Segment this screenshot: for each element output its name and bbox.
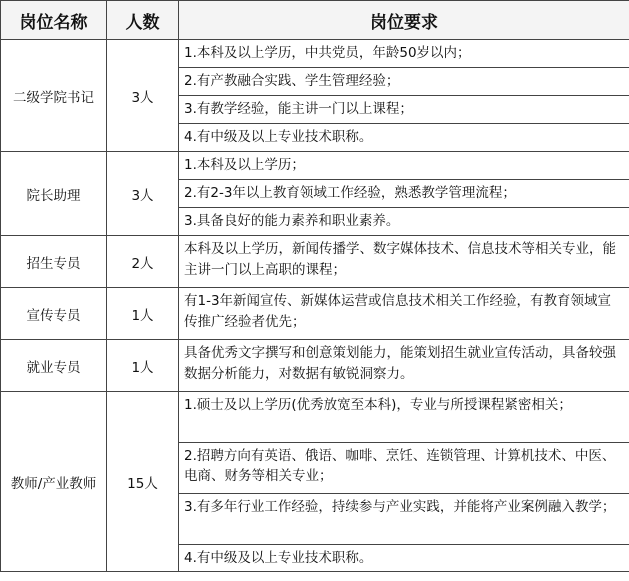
requirement-text: 具备优秀文字撰写和创意策划能力，能策划招生就业宣传活动，具备较强数据分析能力，对数据有敏锐洞察力。 bbox=[184, 345, 616, 382]
table-row bbox=[1, 340, 629, 392]
headcount: 1人 bbox=[107, 288, 179, 340]
requirements-cell bbox=[179, 236, 629, 288]
requirement-line: 3.有多年行业工作经验，持续参与产业实践，并能将产业案例融入教学； bbox=[179, 494, 629, 545]
requirement-line: 2.有2-3年以上教育领域工作经验，熟悉教学管理流程； bbox=[179, 180, 629, 208]
table-row bbox=[1, 40, 629, 152]
requirements-cell bbox=[179, 340, 629, 392]
requirement-line: 4.有中级及以上专业技术职称。 bbox=[184, 129, 373, 145]
header-requirements: 岗位要求 bbox=[179, 1, 629, 40]
headcount: 2人 bbox=[107, 236, 179, 288]
requirement-line: 1.硕士及以上学历(优秀放宽至本科)，专业与所授课程紧密相关； bbox=[179, 392, 629, 443]
requirements-cell bbox=[179, 288, 629, 340]
header-position-name: 岗位名称 bbox=[1, 1, 107, 40]
header-row bbox=[1, 1, 629, 40]
requirement-line: 1.本科及以上学历，中共党员，年龄50岁以内； bbox=[179, 40, 629, 68]
position-name: 院长助理 bbox=[1, 152, 107, 236]
requirement-line: 1.本科及以上学历； bbox=[179, 152, 629, 180]
headcount: 1人 bbox=[107, 340, 179, 392]
requirements-cell bbox=[179, 40, 629, 152]
header-headcount: 人数 bbox=[107, 1, 179, 40]
table-row bbox=[1, 392, 629, 572]
position-name: 宣传专员 bbox=[1, 288, 107, 340]
requirement-text: 本科及以上学历，新闻传播学、数字媒体技术、信息技术等相关专业，能主讲一门以上高职的课程； bbox=[184, 241, 616, 278]
headcount: 3人 bbox=[107, 152, 179, 236]
position-name: 教师/产业教师 bbox=[1, 392, 107, 572]
requirements-cell bbox=[179, 392, 629, 572]
position-name: 就业专员 bbox=[1, 340, 107, 392]
requirement-line: 4.有中级及以上专业技术职称。 bbox=[184, 550, 373, 566]
requirement-text: 有1-3年新闻宣传、新媒体运营或信息技术相关工作经验，有教育领域宣传推广经验者优先； bbox=[184, 293, 612, 330]
table-row bbox=[1, 236, 629, 288]
position-name: 招生专员 bbox=[1, 236, 107, 288]
requirement-line: 2.有产教融合实践、学生管理经验； bbox=[179, 68, 629, 96]
headcount: 15人 bbox=[107, 392, 179, 572]
table-row bbox=[1, 152, 629, 236]
requirement-line: 3.具备良好的能力素养和职业素养。 bbox=[184, 213, 400, 229]
position-name: 二级学院书记 bbox=[1, 40, 107, 152]
table-row bbox=[1, 288, 629, 340]
requirements-cell bbox=[179, 152, 629, 236]
requirement-line: 3.有教学经验，能主讲一门以上课程； bbox=[179, 96, 629, 124]
headcount: 3人 bbox=[107, 40, 179, 152]
requirement-line: 2.招聘方向有英语、俄语、咖啡、烹饪、连锁管理、计算机技术、中医、电商、财务等相关专业； bbox=[179, 443, 629, 494]
